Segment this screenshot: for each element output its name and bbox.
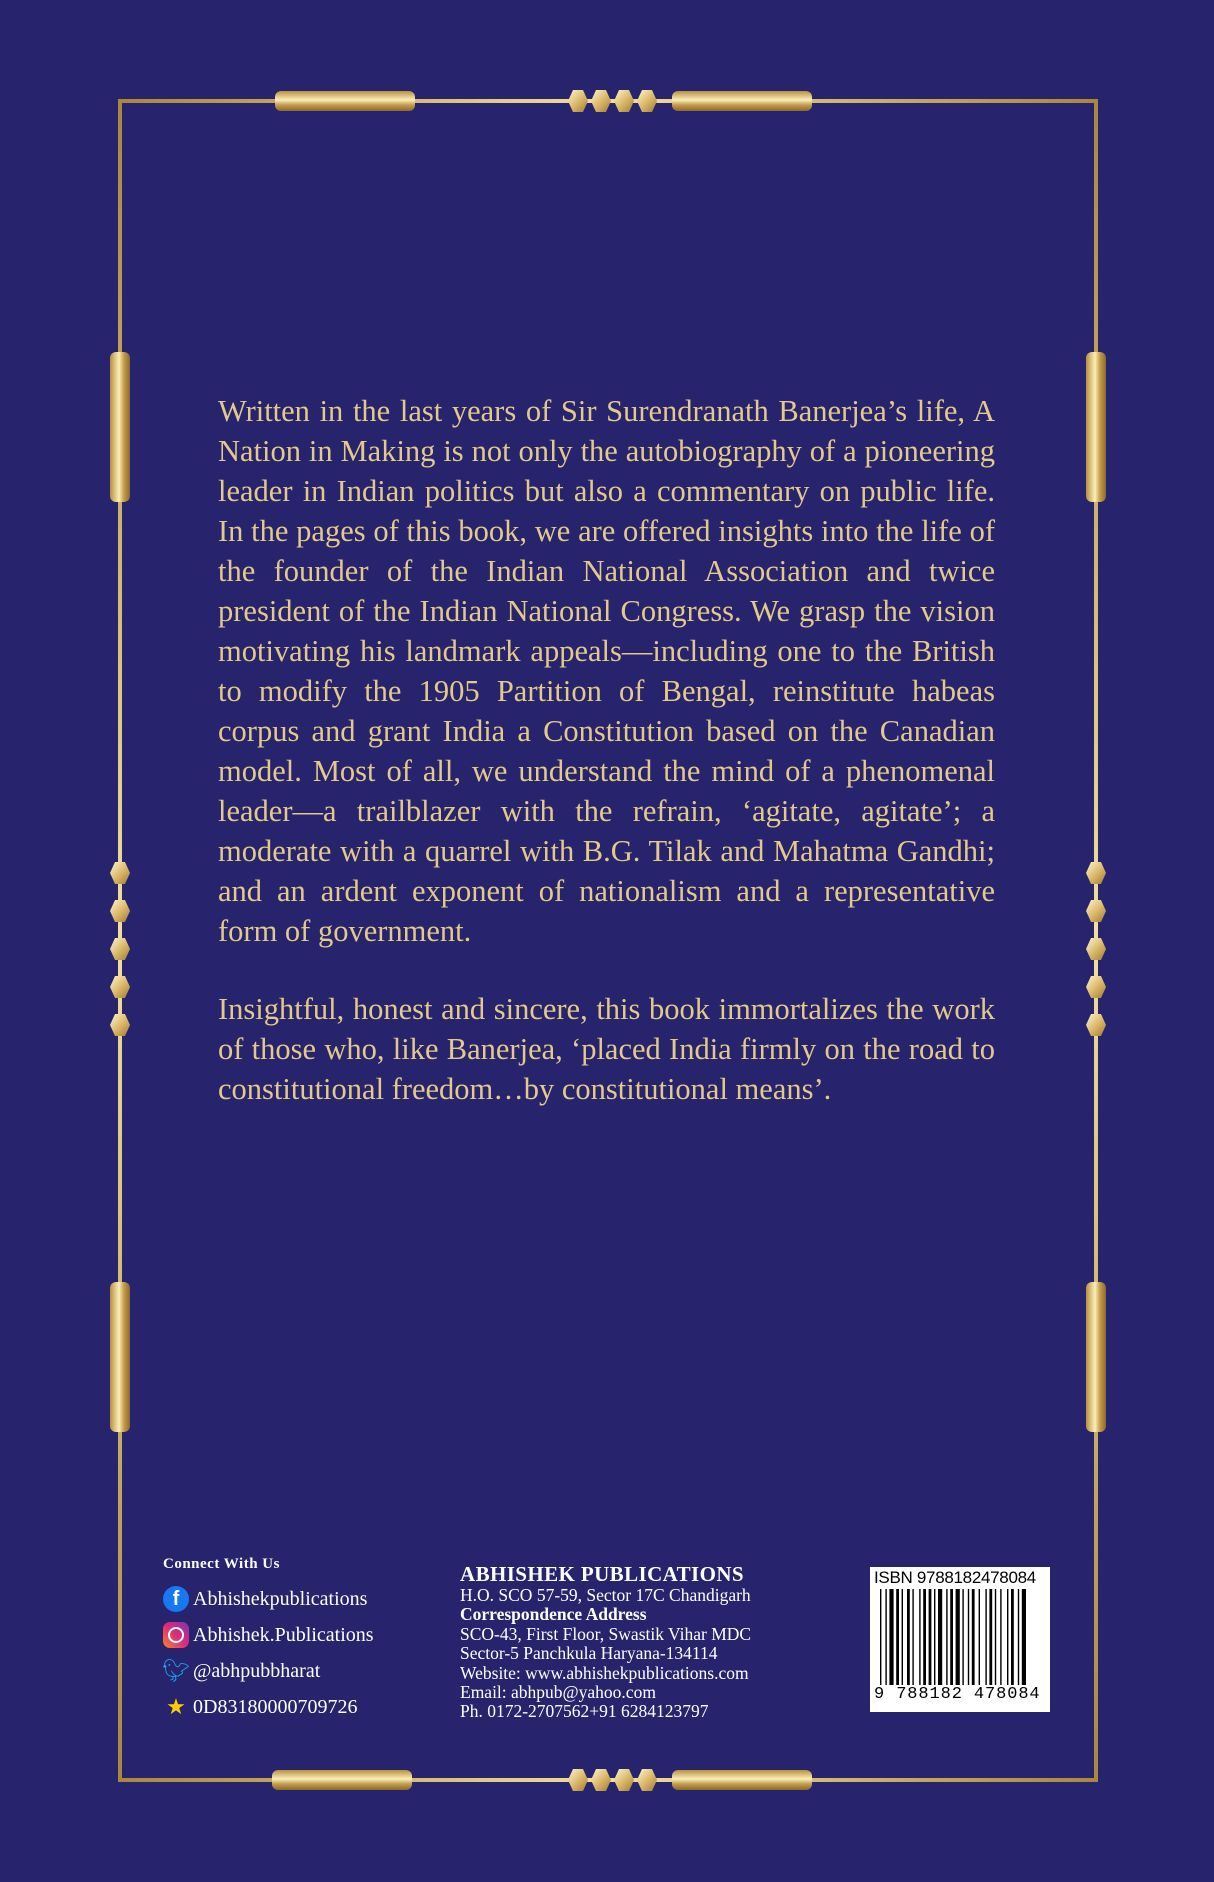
barcode-bar [912, 1589, 913, 1685]
barcode-bar [985, 1589, 986, 1685]
frame-right-lower-bar [1086, 1282, 1106, 1432]
frame-bottom-gem [591, 1769, 611, 1791]
barcode-bar [946, 1589, 947, 1685]
barcode-bar [929, 1589, 932, 1685]
barcode-bar [950, 1589, 953, 1685]
frame-right-gem [1086, 938, 1106, 960]
email[interactable]: Email: abhpub@yahoo.com [460, 1682, 656, 1703]
frame-right-gem [1086, 900, 1106, 922]
publisher-info [460, 1562, 751, 1722]
phone: Ph. 0172-2707562+91 6284123797 [460, 1701, 709, 1722]
barcode-bar [1007, 1589, 1008, 1685]
frame-top-gem [614, 90, 634, 112]
koo-link[interactable] [163, 1689, 374, 1725]
barcode-bar [880, 1589, 881, 1685]
isbn-label: ISBN 9788182478084 [874, 1568, 1036, 1587]
frame-right-gem [1086, 862, 1106, 884]
frame-left-upper-bar [110, 352, 130, 502]
twitter-link[interactable] [163, 1653, 374, 1689]
barcode-bar [938, 1589, 942, 1685]
connect-title: Connect With Us [163, 1556, 280, 1572]
instagram-icon [163, 1622, 189, 1648]
barcode-bar [995, 1589, 996, 1685]
barcode-bar [902, 1589, 903, 1685]
koo-icon: ★ [166, 1694, 186, 1719]
barcode-bar [956, 1589, 960, 1685]
frame-left-gem [110, 1014, 130, 1036]
frame-bottom-left-bar [272, 1770, 412, 1790]
instagram-handle: Abhishek.Publications [193, 1623, 374, 1646]
frame-left-gem [110, 976, 130, 998]
address-line-1: SCO-43, First Floor, Swastik Vihar MDC [460, 1623, 752, 1644]
frame-top-left-bar [275, 91, 415, 111]
twitter-handle: @abhpubbharat [193, 1659, 321, 1682]
barcode-bar [979, 1589, 980, 1685]
barcode-bar [989, 1589, 992, 1685]
frame-left-gem [110, 900, 130, 922]
social-links [163, 1556, 374, 1725]
frame-bottom-gem [568, 1769, 588, 1791]
description-paragraph-1: Written in the last years of Sir Surendranath Banerjea’s life, A Nation in Making is not only the autobiography of a pioneering leader in Indian politics but also a commentary on public life. In the pages of this book, we are offered insights into the life of the founder of the Indian National Association and twice president of the Indian National Congress. We grasp the vision motivating his landmark appeals—including one to the British to modify the 1905 Partition of Bengal, reinstitute habeas corpus and grant India a Constitution based on the Canadian model. Most of all, we understand the mind of a phenomenal leader—a trailblazer with the refrain, ‘agitate, agitate’; a moderate with a quarrel with B.G. Tilak and Mahatma Gandhi; and an ardent exponent of nationalism and a representative form of government. [218, 394, 995, 948]
barcode-bar [972, 1589, 975, 1685]
isbn-barcode-box [870, 1567, 1050, 1712]
book-description [218, 391, 995, 1147]
frame-left-gem [110, 938, 130, 960]
frame-bottom-right-bar [672, 1770, 812, 1790]
instagram-link[interactable] [163, 1617, 374, 1653]
barcode-bar [919, 1589, 920, 1685]
facebook-handle: Abhishekpublications [193, 1587, 368, 1610]
frame-top-right-bar [672, 91, 812, 111]
facebook-link[interactable] [163, 1581, 374, 1617]
barcode-bar [1018, 1589, 1019, 1685]
barcode-bar [896, 1589, 899, 1685]
twitter-icon: 🐦︎ [162, 1658, 190, 1683]
frame-top-gem [568, 90, 588, 112]
address-line-2: Sector-5 Panchkula Haryana-134114 [460, 1643, 718, 1664]
frame-top-gem [637, 90, 657, 112]
frame-bottom-gem [637, 1769, 657, 1791]
barcode-graphic [880, 1589, 1040, 1687]
correspondence-label: Correspondence Address [460, 1604, 647, 1625]
isbn-digits: 9 788182 478084 [874, 1685, 1041, 1704]
barcode-bar [1022, 1589, 1026, 1685]
frame-bottom-gem [614, 1769, 634, 1791]
website[interactable]: Website: www.abhishekpublications.com [460, 1662, 749, 1683]
head-office: H.O. SCO 57-59, Sector 17C Chandigarh [460, 1585, 751, 1605]
frame-left-lower-bar [110, 1282, 130, 1432]
barcode-bar [923, 1589, 926, 1685]
frame-right-gem [1086, 976, 1106, 998]
barcode-bar [885, 1589, 886, 1685]
barcode-bar [968, 1589, 969, 1685]
frame-right-gem [1086, 1014, 1106, 1036]
facebook-icon: f [163, 1586, 189, 1612]
barcode-bar [934, 1589, 935, 1685]
frame-top-gem [591, 90, 611, 112]
barcode-bar [962, 1589, 963, 1685]
koo-handle: 0D83180000709726 [193, 1695, 358, 1718]
frame-right-upper-bar [1086, 352, 1106, 502]
barcode-bar [889, 1589, 893, 1685]
barcode-bar [1000, 1589, 1001, 1685]
description-paragraph-2: Insightful, honest and sincere, this book immortalizes the work of those who, like Banerjea, ‘placed India firmly on the road to constitutional freedom…by constitutional means’. [218, 992, 995, 1106]
barcode-bar [1011, 1589, 1014, 1685]
publisher-name: ABHISHEK PUBLICATIONS [460, 1562, 744, 1586]
barcode-bar [907, 1589, 910, 1685]
frame-left-gem [110, 862, 130, 884]
